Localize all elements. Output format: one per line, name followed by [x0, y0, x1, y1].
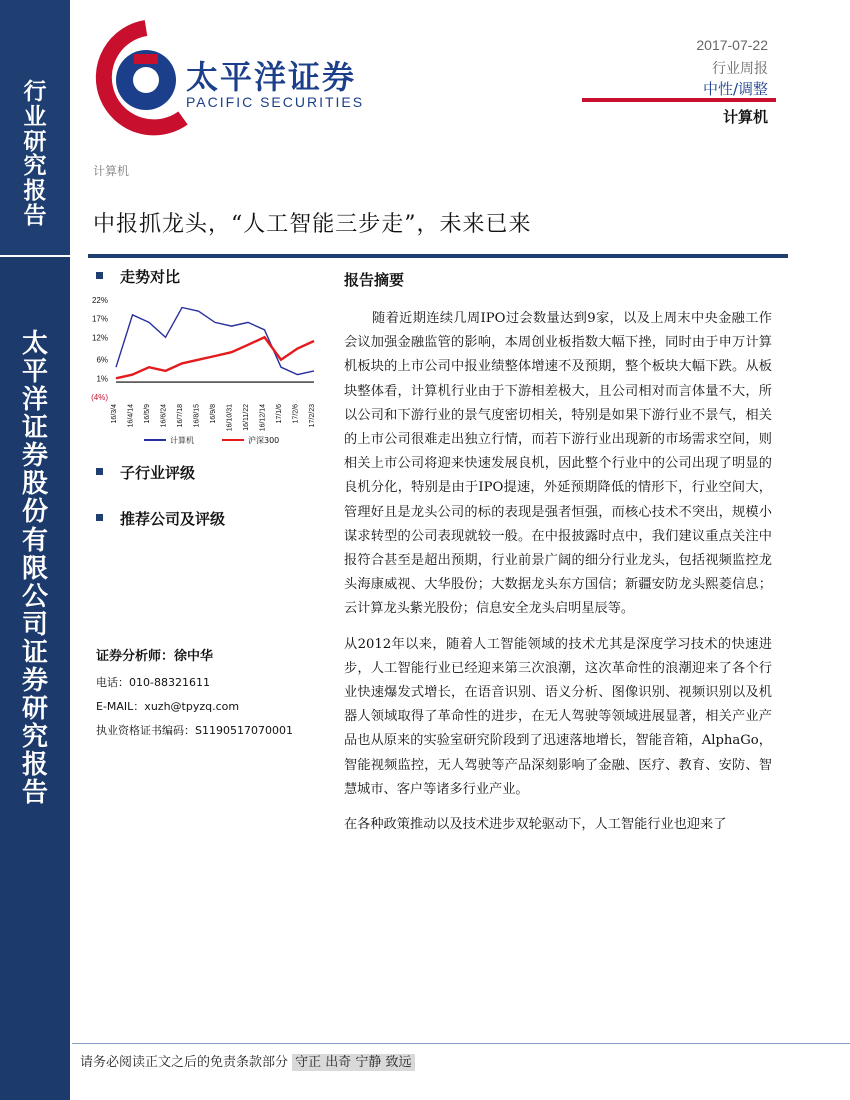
sidebar-char: 证: [21, 413, 48, 444]
sidebar-char: 太: [21, 329, 48, 359]
y-tick-label: 1%: [96, 374, 108, 384]
sidebar-char: 研: [23, 128, 47, 155]
y-tick-label: 12%: [91, 333, 108, 343]
y-tick-label: 22%: [91, 296, 108, 305]
x-tick-label: 17/2/23: [309, 404, 316, 428]
logo-name-cn: 太平洋证券: [186, 58, 357, 96]
sidebar-char: 公: [21, 581, 48, 612]
analyst-info: [96, 645, 293, 746]
report-type: 行业周报: [712, 61, 768, 77]
section-recommend: 推荐公司及评级: [96, 508, 225, 529]
sidebar-char: 告: [21, 778, 48, 809]
x-tick-label: 16/3/4: [111, 404, 118, 424]
sidebar-char: 券: [21, 441, 48, 472]
section-sub-industry: 子行业评级: [96, 462, 195, 483]
sidebar-char: 报: [23, 178, 47, 205]
sidebar-company-label: [0, 330, 70, 807]
title-rule: [88, 254, 788, 258]
summary-heading: 报告摘要: [344, 271, 405, 289]
analyst-cert: 执业资格证书编码：S1190517070001: [96, 724, 293, 737]
sidebar-char: 报: [21, 750, 48, 781]
sidebar-char: 证: [21, 637, 48, 668]
footer-rule: [72, 1043, 850, 1044]
header-rule: [582, 98, 776, 102]
rating: 中性/调整: [702, 80, 768, 98]
x-tick-label: 16/8/15: [193, 404, 201, 428]
sidebar-char: 有: [21, 525, 48, 556]
sidebar-char: 限: [21, 553, 48, 584]
x-tick-label: 16/10/31: [226, 404, 234, 432]
sidebar-char: 司: [21, 609, 48, 640]
x-tick-label: 16/12/14: [259, 404, 267, 432]
series-line-computer: [116, 308, 314, 375]
analyst-phone: 电话：010-88321611: [96, 676, 210, 689]
breadcrumb: 计算机: [93, 164, 130, 178]
sidebar-char: 洋: [21, 385, 48, 416]
sidebar-char: 行: [23, 79, 47, 105]
x-tick-label: 16/6/24: [160, 404, 168, 428]
sidebar-char: 告: [23, 203, 47, 230]
x-tick-label: 16/4/14: [127, 404, 135, 428]
y-tick-label: 6%: [96, 355, 108, 365]
section-trend: 走势对比: [96, 266, 180, 287]
sidebar-char: 券: [21, 665, 48, 696]
summary-paragraph: 随着近期连续几周IPO过会数量达到9家，以及上周末中央金融工作会议加强金融监管的影响，本周创业板指数大幅下挫，同时由于申万计算机板块的上市公司中报业绩整体增速不及预期，整个板块大幅下跌。从板块整体看，计算机行业由于下游相差极大，且公司相对而言体量不大，所以公司和下游行业的景气度密切相关，特别是如果下游行业不景气，相关的上市公司很难走出独立行情，而若下游行业出现新的市场需求空间，则相关上市公司将迎来快速发展良机，因此整个行业中的公司出现了明显的良机分化，特别是由于IPO提速，外延预期降低的情形下，行业空间大，管理好且是龙头公司的标的表现是强者恒强，而核心技术不突出，规模小谋求转型的公司表现就较一般。在中报披露时点中，我们建议重点关注中报符合甚至是超出预期，行业前景广阔的细分行业龙头，包括视频监控龙头海康威视、大华股份；大数据龙头东方国信；新疆安防龙头熙菱信息；云计算龙头紫光股份；信息安全龙头启明星辰等。: [344, 311, 772, 617]
summary-body: [344, 307, 772, 848]
x-tick-label: 17/2/6: [292, 404, 300, 424]
industry-label: 计算机: [722, 108, 768, 126]
y-tick-label: 17%: [91, 314, 108, 324]
x-tick-label: 16/9/8: [210, 404, 217, 424]
x-tick-label: 16/7/18: [177, 404, 184, 428]
legend-label: 沪深300: [248, 436, 280, 445]
sidebar-char: 究: [23, 153, 47, 180]
sidebar-char: 股: [21, 469, 48, 500]
sidebar-char: 究: [21, 722, 48, 753]
summary-paragraph: 在各种政策推动以及技术进步双轮驱动下，人工智能行业也迎来了: [344, 817, 727, 833]
sidebar-char: 研: [21, 694, 48, 725]
y-tick-label: (4%): [91, 393, 108, 402]
sidebar-char: 业: [23, 103, 47, 130]
report-title: 中报抓龙头，“人工智能三步走”，未来已来: [93, 212, 532, 237]
x-tick-label: 16/11/22: [243, 404, 250, 431]
footer: [80, 1051, 415, 1070]
bullet-icon: [96, 468, 103, 475]
analyst-email: E-MAIL：xuzh@tpyzq.com: [96, 700, 240, 713]
legend-label: 计算机: [170, 436, 194, 445]
x-tick-label: 16/5/9: [144, 404, 151, 424]
x-tick-label: 17/1/6: [276, 404, 283, 424]
footer-motto: 守正 出奇 宁静 致远: [292, 1054, 414, 1071]
bullet-icon: [96, 272, 103, 279]
bullet-icon: [96, 514, 103, 521]
logo-name-en: PACIFIC SECURITIES: [186, 94, 365, 110]
sidebar-report-type-label: [0, 80, 70, 229]
sidebar-char: 平: [21, 357, 48, 388]
series-line-hs300: [116, 337, 314, 378]
sidebar-char: 份: [21, 497, 48, 528]
trend-chart: [86, 292, 326, 452]
summary-paragraph: 从2012年以来，随着人工智能领域的技术尤其是深度学习技术的快速进步，人工智能行业已经迎来第三次浪潮，这次革命性的浪潮迎来了各个行业快速爆发式增长，在语音识别、语义分析、图像识别、视频识别以及机器人领域取得了革命性的进步，在无人驾驶等领域进展显著，相关产业产品也从原来的实验室研究阶段到了迅速落地增长，智能音箱，AlphaGo，智能视频监控，无人驾驶等产品深刻影响了金融、医疗、教育、安防、智慧城市、客户等诸多行业产业。: [344, 636, 772, 797]
report-date: 2017-07-22: [696, 37, 768, 53]
footer-disclaimer: 请务必阅读正文之后的免责条款部分: [80, 1055, 289, 1070]
analyst-name: 证券分析师：徐中华: [96, 649, 214, 664]
